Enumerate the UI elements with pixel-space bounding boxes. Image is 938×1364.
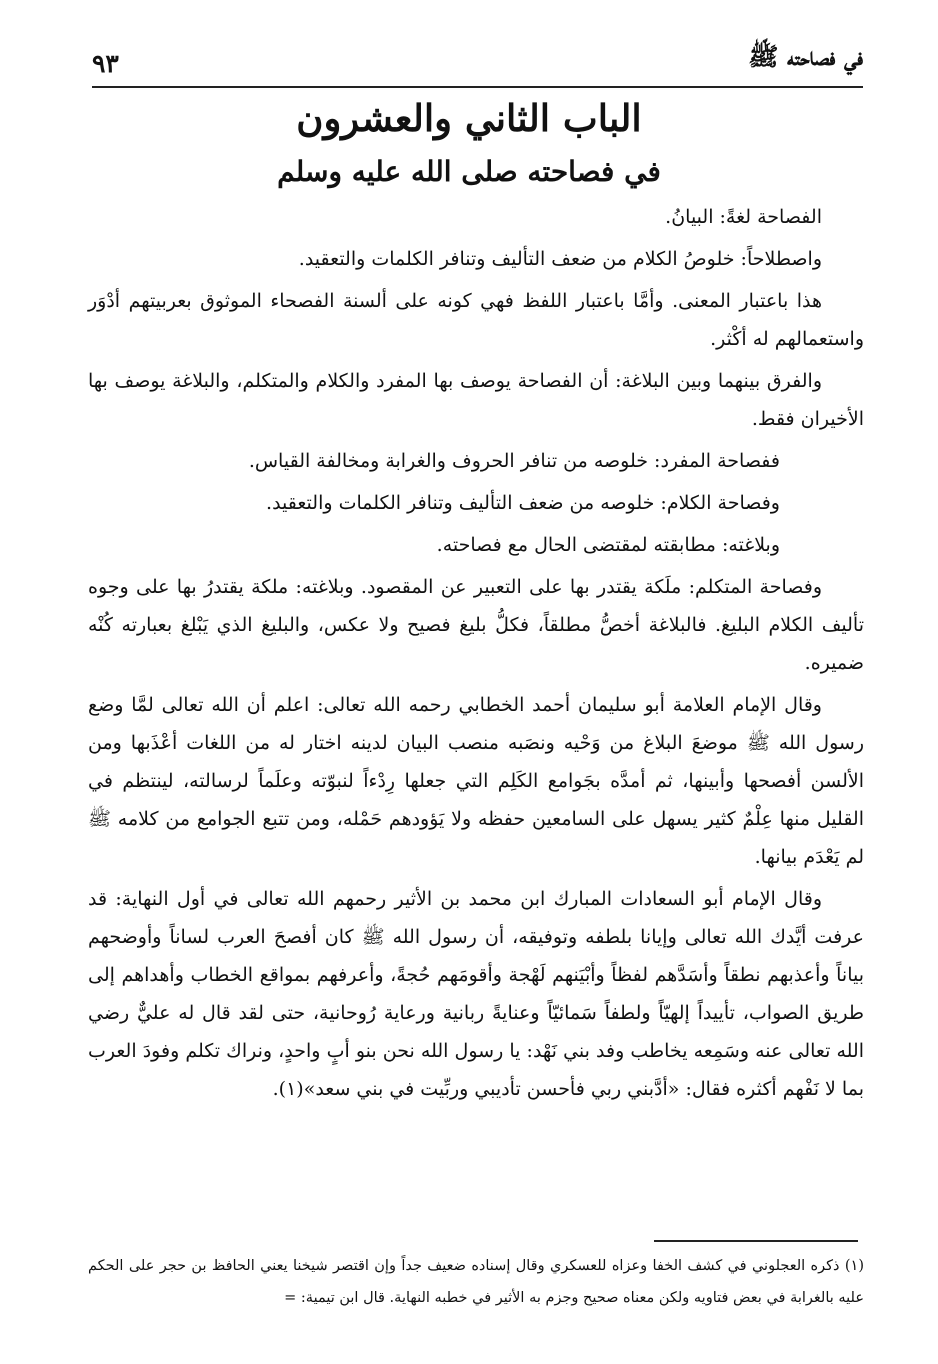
paragraph-definition-term: واصطلاحاً: خلوصُ الكلام من ضعف التأليف وتنافر الكلمات والتعقيد.	[298, 248, 822, 270]
page-number: ٩٣	[92, 49, 119, 78]
footnote-1: (١) ذكره العجلوني في كشف الخفا وعزاه للعسكري وقال إسناده ضعيف جداً وإن اقتصر شيخنا يعني الحافظ بن حجر على الحكم عليه بالغرابة في بعض فتاويه ولكن معناه صحيح وجزم به الأثير في خطبه النهاية. قال ابن تيمية: =	[88, 1258, 864, 1306]
footnote-separator	[654, 1240, 858, 1242]
paragraph-word-fluency: ففصاحة المفرد: خلوصه من تنافر الحروف والغرابة ومخالفة القياس.	[248, 450, 780, 472]
paragraph-speaker-fluency: وفصاحة المتكلم: ملَكة يقتدر بها على التعبير عن المقصود. وبلاغته: ملكة يقتدرُ بها على وجوه تأليف الكلام البليغ. فالبلاغة أخصُّ مطلقاً، فكلُّ بليغ فصيح ولا عكس، والبليغ الذي يَبْلغ بعبارته كُنْه ضميره.	[88, 576, 864, 674]
paragraph-khattabi-quote: وقال الإمام العلامة أبو سليمان أحمد الخطابي رحمه الله تعالى: اعلم أن الله تعالى لمَّا وضع رسول الله ﷺ موضعَ البلاغ من وَحْيه ونصَبه منصب البيان لدينه اختار له من اللغات أعْذَبها ومن الألسن أفصحها وأبينها، ثم أمدَّه بجَوامع الكَلِم التي جعلها رِدْءاً لنبوّته وعلَماً لرسالته، لينتظم في القليل منها عِلْمٌ كثير يسهل على السامعين حفظه ولا يَؤودهم حَمْله، ومن تتبع الجوامع من كلامه ﷺ لم يَعْدَم بيانها.	[88, 694, 864, 868]
paragraph-difference-eloquence: والفرق بينهما وبين البلاغة: أن الفصاحة يوصف بها المفرد والكلام والمتكلم، والبلاغة يوصف بها الأخيران فقط.	[88, 370, 864, 430]
paragraph-speech-eloquence: وبلاغته: مطابقته لمقتضى الحال مع فصاحته.	[436, 534, 780, 556]
body-text	[88, 198, 864, 1112]
chapter-subtitle: في فصاحته صلى الله عليه وسلم	[277, 155, 661, 188]
running-title: في فصاحته ﷺ	[748, 42, 863, 71]
paragraph-definition-language: الفصاحة لغةً: البيانُ.	[665, 206, 822, 228]
footnotes	[88, 1250, 864, 1314]
running-header	[92, 40, 863, 88]
paragraph-ibn-athir-quote: وقال الإمام أبو السعادات المبارك ابن محمد بن الأثير رحمهم الله تعالى في أول النهاية: قد عرفت أيَّدك الله تعالى وإيانا بلطفه وتوفيقه، أن رسول الله ﷺ كان أفصحَ العرب لساناً وأوضحهم بياناً وأعذبهم نطقاً وأسَدَّهم لفظاً وأبْيَنهم لَهْجة وأقومَهم حُجةً، وأعرفهم بمواقع الخطاب وأهداهم إلى طريق الصواب، تأييداً إلهيّاً ولطفاً سَمائيّاً وعنايةً ربانية ورعاية رُوحانية، حتى لقد قال له عليٌّ رضي الله تعالى عنه وسَمِعه يخاطب وفد بني نَهْد: يا رسول الله نحن بنو أبٍ واحدٍ، ونراك تكلم وفودَ العرب بما لا نَفْهم أكثره فقال: «أدَّبني ربي فأحسن تأديبي وربِّيت في بني سعد»(١).	[88, 888, 864, 1100]
paragraph-meaning-vs-wording: هذا باعتبار المعنى. وأمَّا باعتبار اللفظ فهي كونه على ألسنة الفصحاء الموثوق بعربيتهم أدْوَر واستعمالهم له أكْثر.	[88, 290, 864, 350]
chapter-title: الباب الثاني والعشرون	[296, 96, 642, 140]
paragraph-speech-fluency: وفصاحة الكلام: خلوصه من ضعف التأليف وتنافر الكلمات والتعقيد.	[266, 492, 780, 514]
